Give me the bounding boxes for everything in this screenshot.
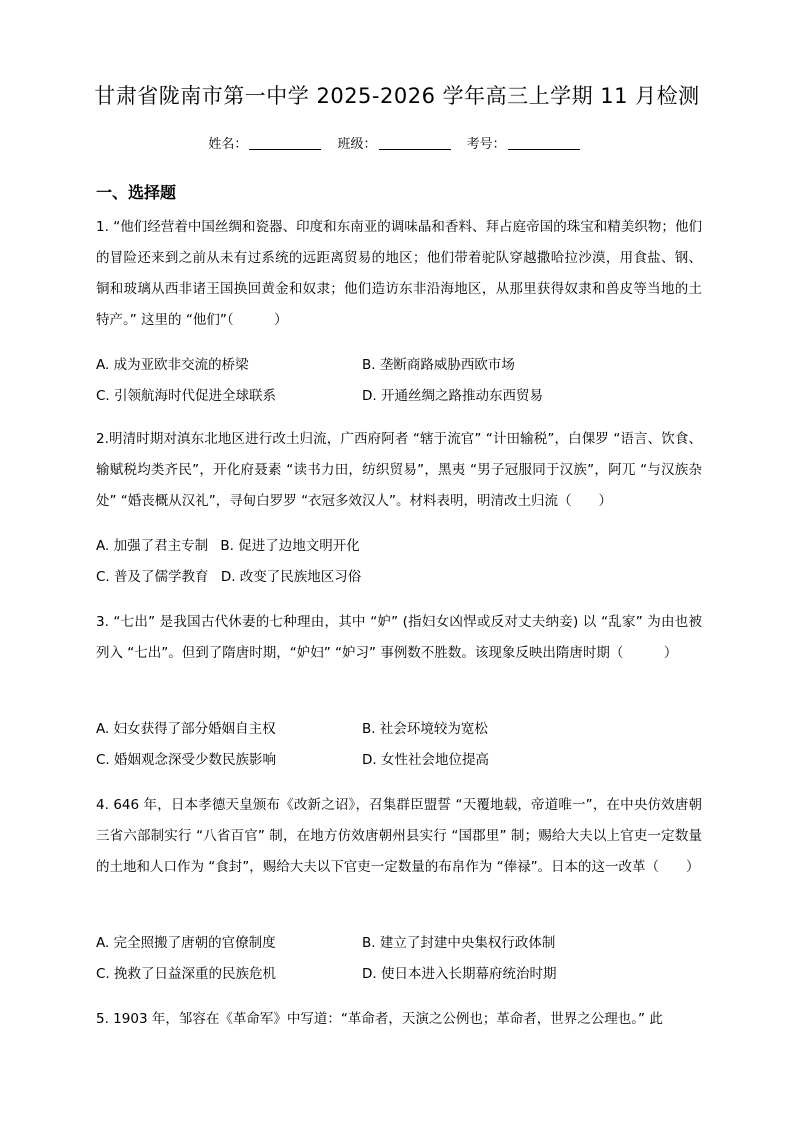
option-d: D. 女性社会地位提高 (362, 752, 489, 768)
option-d: D. 开通丝绸之路推动东西贸易 (362, 388, 543, 404)
section-heading: 一、选择题 (96, 183, 177, 202)
option-a: A. 完全照搬了唐朝的官僚制度 (96, 935, 276, 951)
option-a: A. 成为亚欧非交流的桥梁 (96, 357, 249, 373)
student-info-row (0, 133, 794, 152)
option-b: B. 建立了封建中央集权行政体制 (362, 935, 556, 951)
name-blank (249, 149, 321, 150)
option-b: B. 垄断商路威胁西欧市场 (362, 357, 515, 373)
exam-number-label: 考号： (466, 137, 506, 152)
option-a: A. 加强了君主专制 (96, 538, 209, 554)
option-b: B. 促进了边地文明开化 (220, 538, 360, 554)
option-c: C. 引领航海时代促进全球联系 (96, 388, 277, 404)
question-4-stem: 4. 646 年，日本孝德天皇颁布《改新之诏》，召集群臣盟誓 “天覆地载，帝道唯一”，在中央仿效唐朝三省六部制实行 “八省百官” 制，在地方仿效唐朝州县实行 “国郡里” 制；赐给大夫以上官吏一定数量的土地和人口作为 “食封”，赐给大夫以下官吏一定数量的布帛作为 “俸禄”。日本的这一改革（ ） (96, 797, 702, 875)
question-5-stem: 5. 1903 年，邹容在《革命军》中写道：“革命者，天演之公例也；革命者，世界之公理也。” 此 (96, 1011, 663, 1027)
option-c: C. 普及了儒学教育 (96, 569, 209, 585)
page-title: 甘肃省陇南市第一中学 2025-2026 学年高三上学期 11 月检测 (94, 84, 700, 108)
question-3-options (96, 714, 702, 776)
class-label: 班级： (337, 137, 377, 152)
class-blank (379, 149, 451, 150)
question-3-stem: 3. “七出” 是我国古代休妻的七种理由，其中 “妒” (指妇女凶悍或反对丈夫纳妾) 以 “乱家” 为由也被列入 “七出”。但到了隋唐时期，“妒妇” “妒习” 事例数不胜数。该现象反映出隋唐时期（ ） (96, 614, 702, 661)
question-4-options (96, 928, 702, 990)
option-a: A. 妇女获得了部分婚姻自主权 (96, 721, 276, 737)
question-1-stem: 1. “他们经营着中国丝绸和瓷器、印度和东南亚的调味晶和香料、拜占庭帝国的珠宝和精美织物；他们的冒险还来到之前从未有过系统的远距离贸易的地区；他们带着驼队穿越撒哈拉沙漠，用食盐、钢、铜和玻璃从西非诸王国换回黄金和奴隶；他们造访东非沿海地区，从那里获得奴隶和兽皮等当地的土特产。” 这里的 “他们”（ ） (96, 219, 702, 328)
name-label: 姓名： (208, 137, 248, 152)
question-2-options (96, 531, 702, 593)
exam-number-blank (508, 149, 580, 150)
option-c: C. 婚姻观念深受少数民族影响 (96, 752, 277, 768)
option-d: D. 使日本进入长期幕府统治时期 (362, 966, 557, 982)
question-1-options (96, 350, 702, 412)
option-c: C. 挽救了日益深重的民族危机 (96, 966, 277, 982)
option-d: D. 改变了民族地区习俗 (220, 569, 362, 585)
option-b: B. 社会环境较为宽松 (362, 721, 488, 737)
question-2-stem: 2.明清时期对滇东北地区进行改土归流，广西府阿者 “辖于流官” “计田输税”，白倮罗 “语言、饮食、输赋税均类齐民”，开化府聂素 “读书力田，纺织贸易”，黑夷 “男子冠服同于汉族”，阿兀 “与汉族杂处” “婚丧概从汉礼”，寻甸白罗罗 “衣冠多效汉人”。材料表明，明清改土归流（ ） (96, 431, 702, 509)
